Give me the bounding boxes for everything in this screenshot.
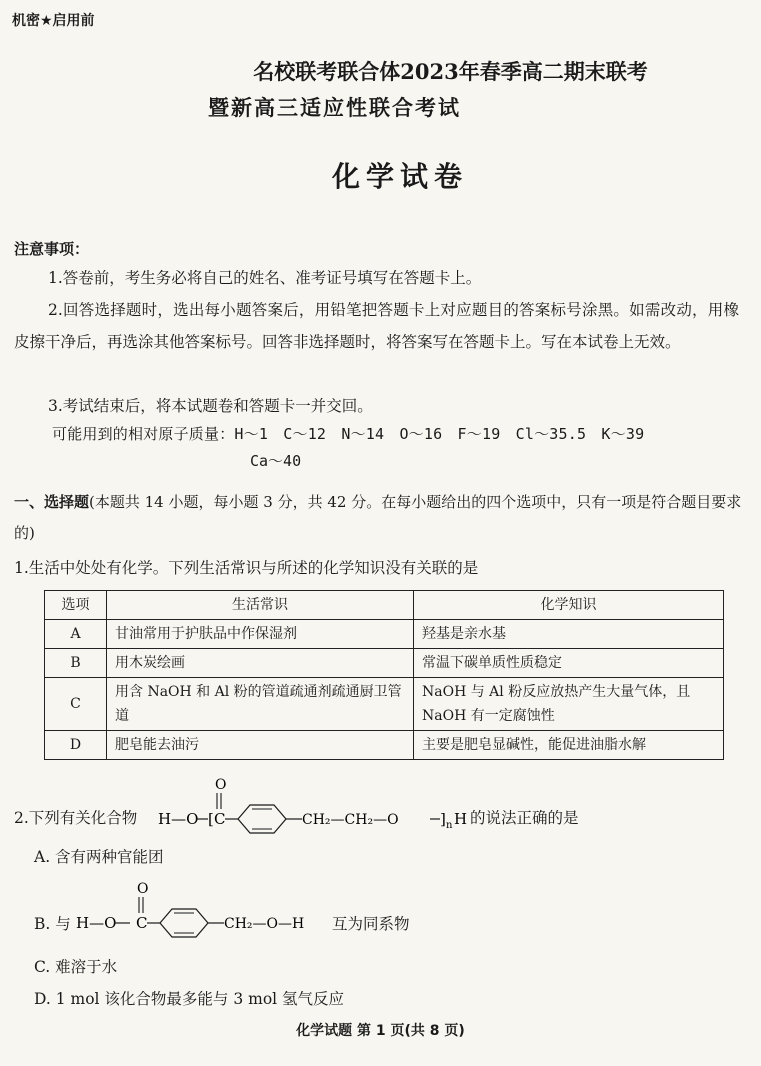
row-option: A — [45, 620, 107, 649]
formula-h-o: H—O — [158, 810, 199, 828]
row-life: 用木炭绘画 — [107, 649, 414, 678]
question-1-stem: 1.生活中处处有化学。下列生活常识与所述的化学知识没有关联的是 — [14, 559, 479, 577]
notice-heading: 注意事项： — [14, 240, 90, 258]
formula-bracket-open: [ — [208, 810, 214, 828]
row-life: 肥皂能去油污 — [107, 731, 414, 760]
q2-option-d: D. 1 mol 该化合物最多能与 3 mol 氢气反应 — [34, 990, 345, 1008]
row-chem: NaOH 与 Al 粉反应放热产生大量气体，且NaOH 有一定腐蚀性 — [414, 678, 724, 731]
formula-carbonyl-o: O — [215, 777, 227, 793]
table-header-chem: 化学知识 — [414, 591, 724, 620]
formula-subscript-n: n — [446, 820, 453, 831]
q2-option-b-suffix: 互为同系物 — [332, 915, 410, 933]
q2-stem-prefix: 2.下列有关化合物 — [14, 809, 138, 827]
row-option: D — [45, 731, 107, 760]
formula-carbon: C — [214, 810, 226, 828]
row-life: 用含 NaOH 和 Al 粉的管道疏通剂疏通厨卫管道 — [107, 678, 414, 731]
question-2-stem — [14, 777, 754, 848]
q2-option-c: C. 难溶于水 — [34, 958, 118, 976]
formula-carbonyl-o: O — [137, 881, 149, 897]
compound-structure — [74, 876, 336, 940]
notice-item-3: 3.考试结束后，将本试题卷和答题卡一并交回。 — [48, 397, 373, 415]
formula-carbon: C — [136, 914, 148, 932]
question-1-table — [44, 590, 724, 760]
exam-title-line2: 暨新高三适应性联合考试 — [208, 95, 461, 120]
q2-option-b-prefix: B. 与 — [34, 915, 71, 933]
section-description: (本题共 14 小题，每小题 3 分，共 42 分。在每小题给出的四个选项中，只有一项是符合题目要求的) — [14, 493, 742, 542]
formula-tail: CH₂—O—H — [224, 916, 305, 932]
q2-option-a: A. 含有两种官能团 — [34, 848, 164, 866]
formula-bracket-close: ] — [440, 810, 446, 828]
atomic-masses: 可能用到的相对原子质量：H～1 C～12 N～14 O～16 F～19 Cl～35.5 K～39 — [52, 425, 645, 443]
table-header-life: 生活常识 — [107, 591, 414, 620]
notice-item-1: 1.答卷前，考生务必将自己的姓名、准考证号填写在答题卡上。 — [48, 269, 482, 287]
table-row — [45, 649, 724, 678]
table-header-row — [45, 591, 724, 620]
exam-title-line1: 名校联考联合体2023年春季高二期末联考 — [253, 59, 648, 84]
table-row — [45, 678, 724, 731]
formula-terminal-h: H — [454, 810, 468, 828]
table-header-option: 选项 — [45, 591, 107, 620]
row-option: C — [45, 678, 107, 731]
notice-item-2: 2.回答选择题时，选出每小题答案后，用铅笔把答题卡上对应题目的答案标号涂黑。如需改动，用橡皮擦干净后，再选涂其他答案标号。回答非选择题时，将答案写在答题卡上。写在本试卷上无效。 — [14, 301, 739, 351]
confidential-label: 机密★启用前 — [12, 13, 95, 29]
page-footer: 化学试题 第 1 页(共 8 页) — [296, 1023, 465, 1039]
formula-h-o: H—O — [76, 914, 117, 932]
section-title: 一、选择题 — [14, 493, 90, 511]
q2-stem-suffix: 的说法正确的是 — [470, 809, 579, 827]
row-chem: 主要是肥皂显碱性，能促进油脂水解 — [414, 731, 724, 760]
row-chem: 常温下碳单质性质稳定 — [414, 649, 724, 678]
row-chem: 羟基是亲水基 — [414, 620, 724, 649]
row-life: 甘油常用于护肤品中作保湿剂 — [107, 620, 414, 649]
table-row — [45, 731, 724, 760]
subject-title: 化学试卷 — [331, 160, 468, 193]
table-row — [45, 620, 724, 649]
atomic-masses-continued: Ca～40 — [250, 452, 302, 470]
q2-option-b — [34, 881, 454, 942]
section-heading — [14, 487, 742, 549]
formula-chain: CH₂—CH₂—O — [302, 812, 399, 828]
polymer-structure — [156, 772, 468, 836]
row-option: B — [45, 649, 107, 678]
